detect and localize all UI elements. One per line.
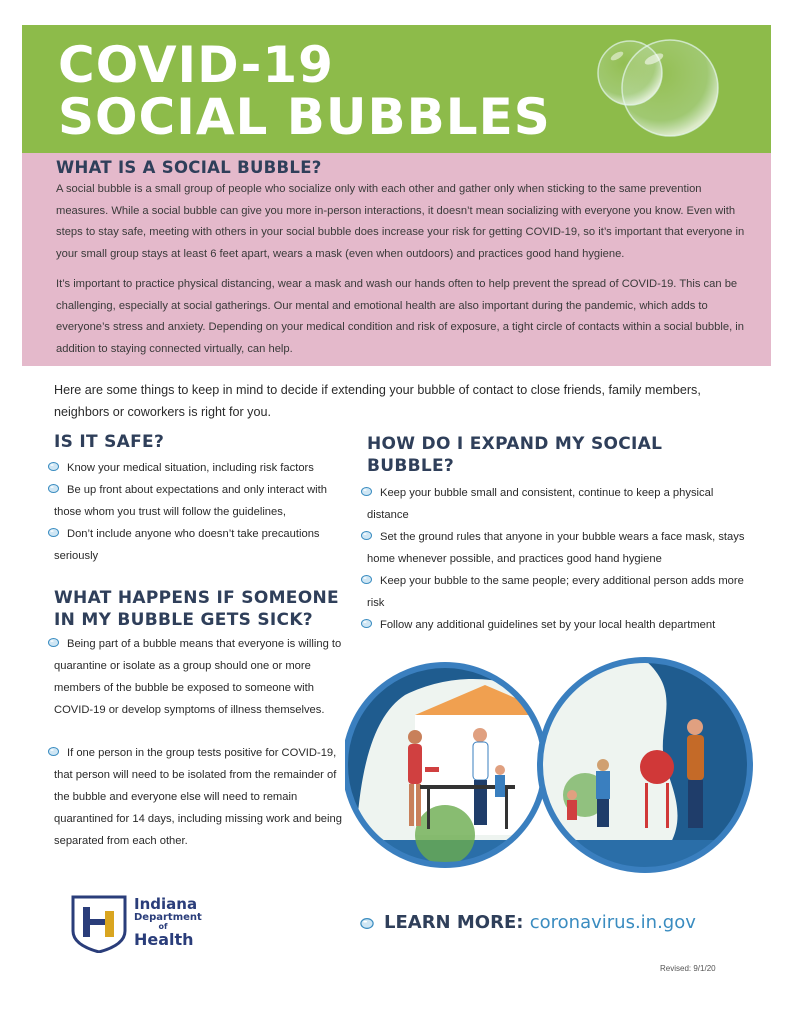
bubble-bullet-icon — [361, 575, 372, 584]
learn-more-link[interactable]: coronavirus.in.gov — [529, 912, 696, 933]
shield-logo-icon — [70, 893, 128, 953]
bubble-bullet-icon — [361, 619, 372, 628]
list-item: Know your medical situation, including risk factors — [54, 457, 339, 479]
what-is-section — [22, 153, 771, 366]
learn-more-label: LEARN MORE: — [384, 912, 524, 933]
bubble-bullet-icon — [48, 638, 59, 647]
list-item: Keep your bubble small and consistent, continue to keep a physical distance — [367, 482, 757, 526]
intro-text: Here are some things to keep in mind to decide if extending your bubble of contact to close friends, family members, neighbors or coworkers is right for you. — [54, 383, 701, 419]
soap-bubbles-decoration — [592, 31, 742, 146]
list-item: Don’t include anyone who doesn’t take precautions seriously — [54, 523, 339, 567]
logo-text: Indiana Department of Health — [134, 895, 202, 949]
list-item: Being part of a bubble means that everyone is willing to quarantine or isolate as a group should one or more members of the bubble be exposed to someone with COVID-19 or develop symptoms of illness themselves. — [54, 633, 344, 721]
learn-more — [360, 912, 696, 933]
indiana-department-of-health-logo — [70, 893, 202, 953]
sick-list — [54, 633, 344, 852]
bubble-bullet-icon — [48, 747, 59, 756]
list-item: Keep your bubble to the same people; every additional person adds more risk — [367, 570, 757, 614]
list-item: Be up front about expectations and only interact with those whom you trust will follow the guidelines, — [54, 479, 339, 523]
expand-heading: HOW DO I EXPAND MY SOCIAL BUBBLE? — [367, 434, 663, 476]
social-bubble-illustration — [345, 655, 765, 885]
bubble-bullet-icon — [361, 531, 372, 540]
what-is-paragraph-2: It’s important to practice physical distancing, wear a mask and wash our hands often to help prevent the spread of COVID-19. This can be challenging, especially at social gatherings. Our mental and emotional health are also important during the pandemic, which adds to everyone’s stress and anxiety. Depending on your medical condition and risk of exposure, a tight circle of contacts within a social bubble, in addition to staying connected virtually, can help. — [56, 278, 744, 355]
bubble-bullet-icon — [361, 487, 372, 496]
what-is-heading: WHAT IS A SOCIAL BUBBLE? — [56, 158, 322, 177]
list-item: Set the ground rules that anyone in your bubble wears a face mask, stays home whenever possible, and practices good hand hygiene — [367, 526, 757, 570]
title-line-1: COVID-19 — [58, 36, 334, 94]
revised-date: Revised: 9/1/20 — [660, 964, 716, 973]
list-item: Follow any additional guidelines set by your local health department — [367, 614, 757, 636]
is-it-safe-heading: IS IT SAFE? — [54, 432, 165, 452]
bubble-bullet-icon — [48, 462, 59, 471]
bubble-bullet-icon — [48, 484, 59, 493]
bubble-bullet-icon — [48, 528, 59, 537]
expand-list — [367, 482, 757, 636]
sick-heading: WHAT HAPPENS IF SOMEONE IN MY BUBBLE GETS SICK? — [54, 588, 339, 630]
page-title — [58, 36, 551, 146]
header-banner — [22, 25, 771, 153]
is-it-safe-list — [54, 457, 339, 567]
list-item: If one person in the group tests positive for COVID-19, that person will need to be isolated from the remainder of the bubble and everyone else will need to remain quarantined for 14 days, including missing work and being separated from each other. — [54, 742, 344, 852]
what-is-paragraph-1: A social bubble is a small group of people who socialize only with each other and gather only when sticking to the same prevention measures. While a social bubble can give you more in-person interactions, it doesn’t mean socializing with everyone you know. Even with steps to stay safe, meeting with others in your social bubble does increase your risk for getting COVID-19, so it’s important that everyone in your small group stays at least 6 feet apart, wears a mask (even when outdoors) and practices good hand hygiene. — [56, 183, 745, 260]
title-line-2: SOCIAL BUBBLES — [58, 88, 551, 146]
bubble-bullet-icon — [360, 918, 374, 929]
